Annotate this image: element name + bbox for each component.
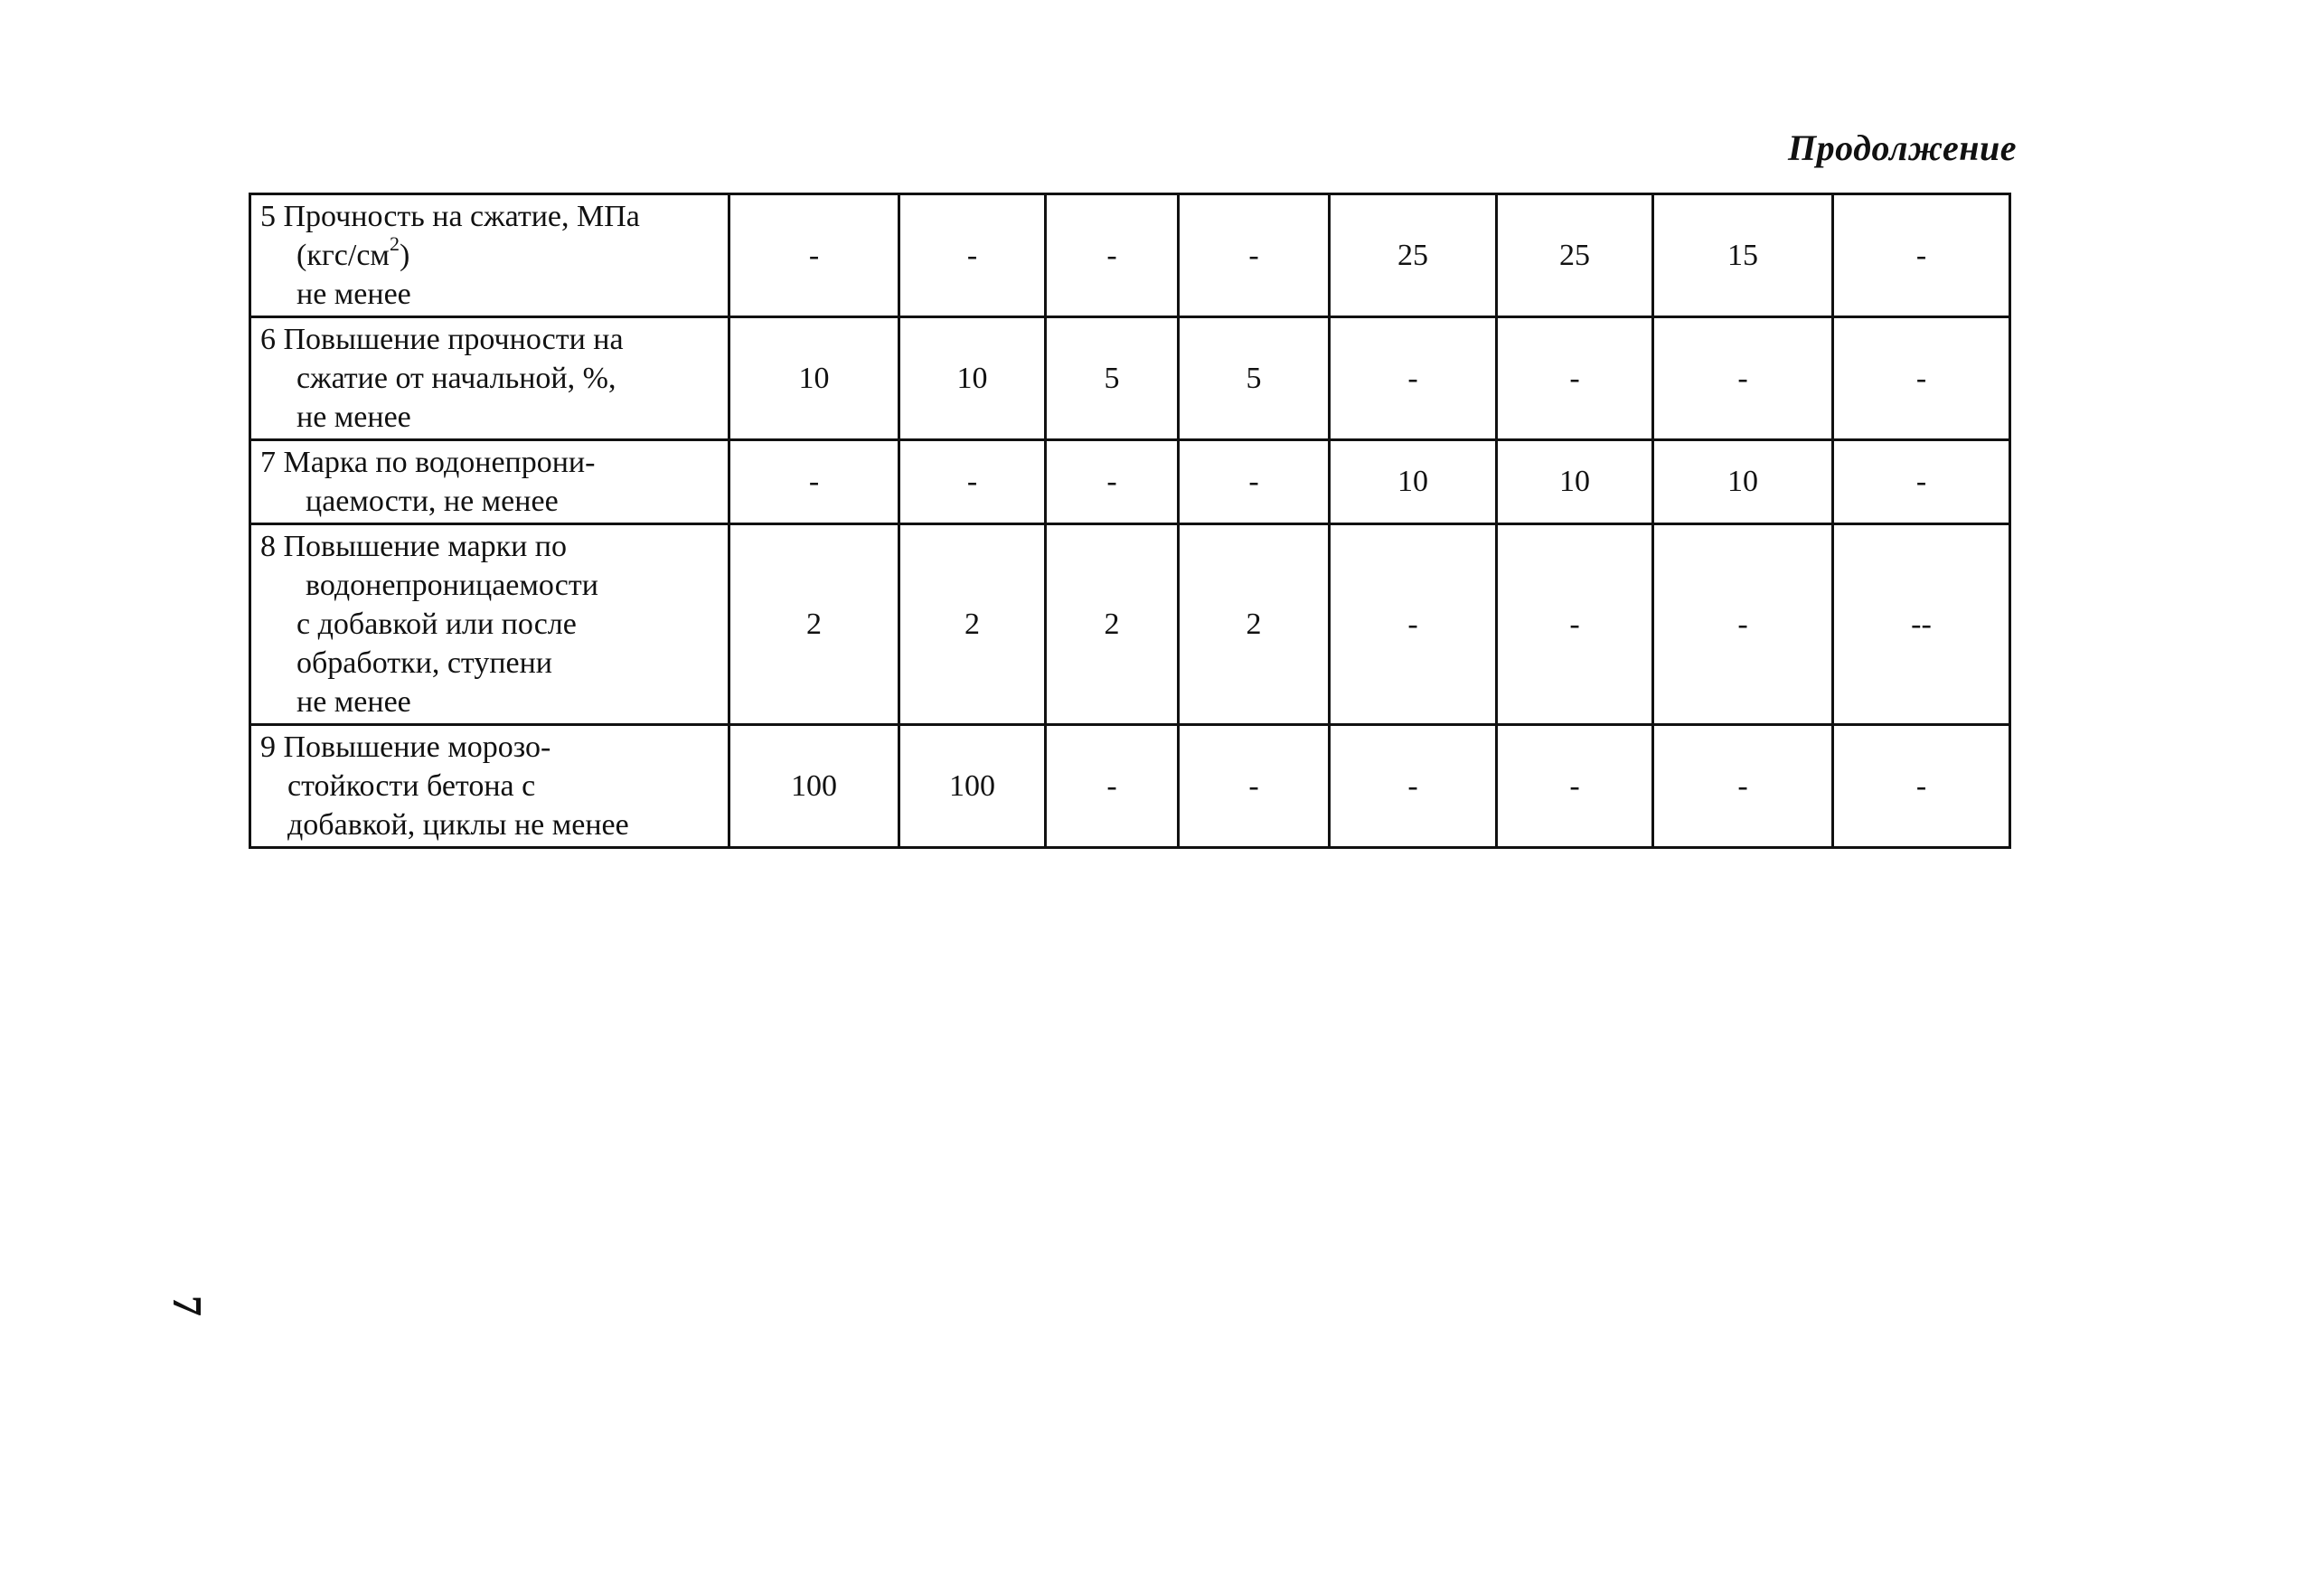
property-line: добавкой, циклы не менее (287, 808, 629, 842)
value-cell: 2 (899, 524, 1046, 725)
property-line: $(кгс/см^2)$ (296, 231, 410, 272)
table-row (250, 194, 2010, 317)
property-line: не менее (296, 685, 411, 719)
property-line: водонепроницаемости (306, 569, 598, 602)
property-cell (250, 725, 729, 848)
property-line: 6 Повышение прочности на (260, 323, 624, 356)
value-cell: 2 (729, 524, 899, 725)
property-line: 8 Повышение марки по (260, 530, 567, 563)
table-row (250, 524, 2010, 725)
value-cell: - (1179, 194, 1330, 317)
table-row (250, 440, 2010, 524)
value-cell: 10 (729, 317, 899, 440)
value-cell: - (729, 440, 899, 524)
property-line: с добавкой или после (296, 608, 577, 641)
value-cell: - (729, 194, 899, 317)
page-number: 7 (165, 1295, 211, 1316)
value-cell: - (1653, 725, 1833, 848)
property-cell (250, 317, 729, 440)
value-cell: - (1179, 725, 1330, 848)
table-row (250, 317, 2010, 440)
table-row (250, 725, 2010, 848)
superscript: 2 (389, 231, 400, 255)
property-line: 5 Прочность на сжатие, МПа (260, 200, 640, 233)
properties-table (249, 193, 2011, 849)
value-cell: 10 (1497, 440, 1653, 524)
value-cell: 25 (1497, 194, 1653, 317)
value-cell: - (1179, 440, 1330, 524)
value-cell: 2 (1046, 524, 1179, 725)
property-line: стойкости бетона с (287, 769, 536, 803)
value-cell: - (899, 440, 1046, 524)
value-cell: 100 (899, 725, 1046, 848)
value-cell: 5 (1179, 317, 1330, 440)
property-cell (250, 440, 729, 524)
property-line: цаемости, не менее (306, 485, 559, 518)
value-cell: - (1653, 317, 1833, 440)
property-line: 7 Марка по водонепрони- (260, 446, 596, 479)
property-line: 9 Повышение морозо- (260, 730, 551, 764)
value-cell: 25 (1330, 194, 1497, 317)
value-cell: - (1046, 725, 1179, 848)
value-cell: - (1833, 725, 2010, 848)
property-line: сжатие от начальной, %, (296, 362, 616, 395)
value-cell: - (1046, 440, 1179, 524)
value-cell: - (1330, 725, 1497, 848)
value-cell: 100 (729, 725, 899, 848)
property-line: не менее (296, 278, 411, 311)
value-cell: - (1497, 317, 1653, 440)
continuation-label: Продолжение (1788, 127, 2017, 168)
value-cell: - (1833, 317, 2010, 440)
value-cell: 10 (899, 317, 1046, 440)
value-cell: - (899, 194, 1046, 317)
value-cell: 10 (1653, 440, 1833, 524)
value-cell: - (1653, 524, 1833, 725)
value-cell: 2 (1179, 524, 1330, 725)
value-cell: - (1330, 317, 1497, 440)
value-cell: -- (1833, 524, 2010, 725)
value-cell: - (1497, 524, 1653, 725)
value-cell: 15 (1653, 194, 1833, 317)
value-cell: - (1833, 194, 2010, 317)
property-line: обработки, ступени (296, 646, 552, 680)
value-cell: - (1833, 440, 2010, 524)
property-line: не менее (296, 400, 411, 434)
property-cell (250, 194, 729, 317)
property-cell (250, 524, 729, 725)
value-cell: - (1497, 725, 1653, 848)
value-cell: - (1046, 194, 1179, 317)
value-cell: 10 (1330, 440, 1497, 524)
value-cell: - (1330, 524, 1497, 725)
value-cell: 5 (1046, 317, 1179, 440)
